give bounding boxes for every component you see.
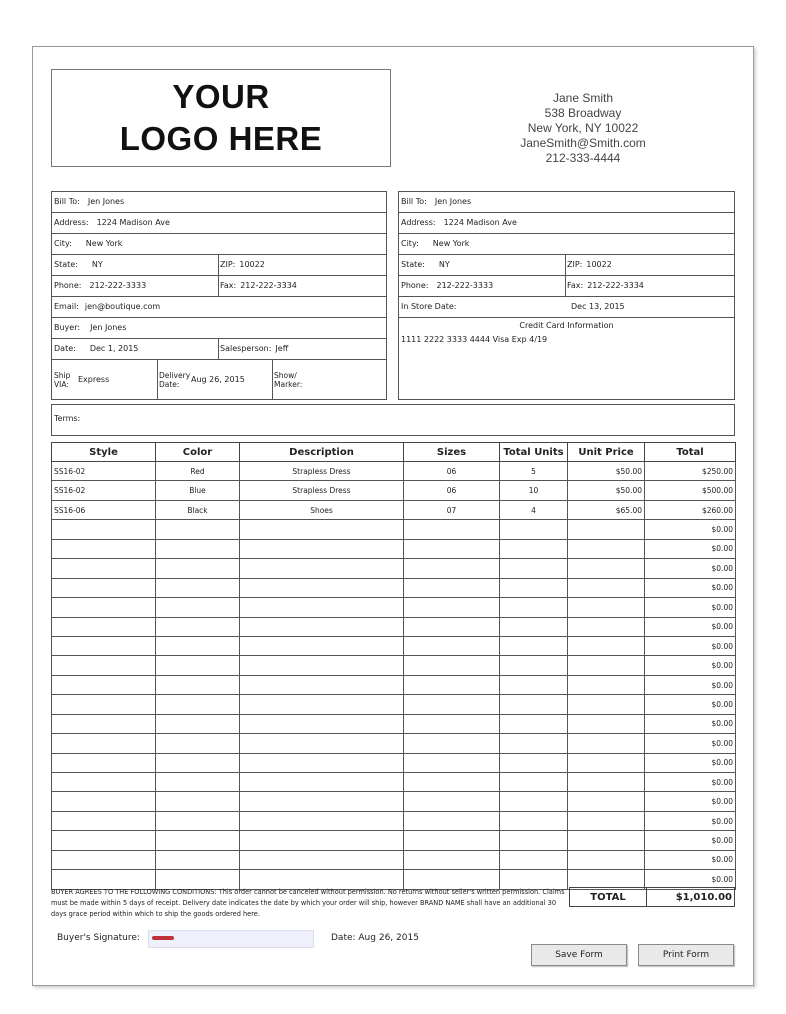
header-description: Description xyxy=(240,443,404,462)
ship-fax-field[interactable]: Fax: 212-222-3334 xyxy=(567,281,644,290)
style-cell[interactable] xyxy=(52,617,156,636)
table-row xyxy=(52,500,736,519)
sizes-cell[interactable] xyxy=(404,675,500,694)
total-cell: $0.00 xyxy=(645,578,736,597)
style-cell[interactable] xyxy=(52,753,156,772)
signature-date[interactable]: Date: Aug 26, 2015 xyxy=(331,933,419,943)
salesperson-field[interactable]: Salesperson: Jeff xyxy=(220,344,289,353)
description-cell[interactable] xyxy=(240,831,404,850)
sizes-cell[interactable] xyxy=(404,850,500,869)
color-cell[interactable] xyxy=(156,520,240,539)
zip-field[interactable]: ZIP: 10022 xyxy=(220,260,265,269)
total-cell: $0.00 xyxy=(645,850,736,869)
sizes-cell[interactable]: 06 xyxy=(404,462,500,481)
table-row xyxy=(52,734,736,753)
sizes-cell[interactable] xyxy=(404,831,500,850)
save-form-button[interactable]: Save Form xyxy=(531,944,627,966)
ship-phone-field[interactable]: Phone: 212-222-3333 xyxy=(401,281,494,290)
logo-line-1: YOUR xyxy=(172,78,270,115)
ship-state-zip-row xyxy=(399,255,734,276)
units-cell[interactable] xyxy=(500,636,568,655)
phone-fax-row xyxy=(52,276,386,297)
unit-price-cell[interactable]: $50.00 xyxy=(568,462,645,481)
table-row xyxy=(52,481,736,500)
units-cell[interactable] xyxy=(500,773,568,792)
description-cell[interactable] xyxy=(240,539,404,558)
contact-street: 538 Broadway xyxy=(544,106,622,120)
units-cell[interactable] xyxy=(500,695,568,714)
units-cell[interactable]: 5 xyxy=(500,462,568,481)
seller-contact xyxy=(313,71,723,181)
header-sizes: Sizes xyxy=(404,443,500,462)
description-cell[interactable] xyxy=(240,792,404,811)
units-cell[interactable] xyxy=(500,617,568,636)
address-value[interactable]: 1224 Madison Ave xyxy=(96,218,170,227)
header-total-units: Total Units xyxy=(500,443,568,462)
total-cell: $250.00 xyxy=(645,462,736,481)
ship-zip-field[interactable]: ZIP: 10022 xyxy=(567,260,612,269)
header-total: Total xyxy=(645,443,736,462)
header-style: Style xyxy=(52,443,156,462)
sizes-cell[interactable] xyxy=(404,636,500,655)
total-cell: $0.00 xyxy=(645,559,736,578)
total-cell: $0.00 xyxy=(645,714,736,733)
total-cell: $0.00 xyxy=(645,656,736,675)
units-cell[interactable] xyxy=(500,598,568,617)
sizes-cell[interactable] xyxy=(404,539,500,558)
style-cell[interactable] xyxy=(52,539,156,558)
print-form-button[interactable]: Print Form xyxy=(638,944,734,966)
ship-via-field[interactable]: Ship VIA: Express xyxy=(54,371,110,389)
logo-line-2: LOGO HERE xyxy=(119,120,323,157)
in-store-date-value[interactable]: Dec 13, 2015 xyxy=(571,302,625,311)
order-form-page xyxy=(32,46,754,986)
table-row xyxy=(52,695,736,714)
unit-price-cell[interactable] xyxy=(568,811,645,830)
description-cell[interactable] xyxy=(240,578,404,597)
unit-price-cell[interactable] xyxy=(568,850,645,869)
total-cell: $0.00 xyxy=(645,539,736,558)
units-cell[interactable] xyxy=(500,656,568,675)
table-row xyxy=(52,773,736,792)
phone-field[interactable]: Phone: 212-222-3333 xyxy=(54,281,147,290)
sizes-cell[interactable] xyxy=(404,773,500,792)
color-cell[interactable] xyxy=(156,811,240,830)
total-cell: $500.00 xyxy=(645,481,736,500)
color-cell[interactable]: Blue xyxy=(156,481,240,500)
sizes-cell[interactable] xyxy=(404,734,500,753)
description-cell[interactable]: Shoes xyxy=(240,500,404,519)
address-row[interactable]: Address: 1224 Madison Ave xyxy=(52,213,386,234)
ship-state-field[interactable]: State: NY xyxy=(401,260,450,269)
table-row xyxy=(52,578,736,597)
description-cell[interactable]: Strapless Dress xyxy=(240,462,404,481)
unit-price-cell[interactable] xyxy=(568,520,645,539)
description-cell[interactable] xyxy=(240,636,404,655)
description-cell[interactable] xyxy=(240,656,404,675)
table-row xyxy=(52,539,736,558)
city-row[interactable]: City: New York xyxy=(52,234,386,255)
ship-city-row[interactable]: City: New York xyxy=(399,234,734,255)
description-cell[interactable] xyxy=(240,695,404,714)
ship-address-row[interactable]: Address: 1224 Madison Ave xyxy=(399,213,734,234)
description-cell[interactable] xyxy=(240,714,404,733)
style-cell[interactable] xyxy=(52,773,156,792)
unit-price-cell[interactable] xyxy=(568,636,645,655)
unit-price-cell[interactable] xyxy=(568,656,645,675)
table-row xyxy=(52,636,736,655)
sizes-cell[interactable]: 07 xyxy=(404,500,500,519)
bill-to-value[interactable]: Jen Jones xyxy=(87,197,125,206)
units-cell[interactable] xyxy=(500,850,568,869)
style-cell[interactable] xyxy=(52,695,156,714)
style-cell[interactable] xyxy=(52,675,156,694)
unit-price-cell[interactable] xyxy=(568,753,645,772)
sizes-cell[interactable] xyxy=(404,753,500,772)
table-row xyxy=(52,559,736,578)
date-salesperson-row xyxy=(52,339,386,360)
table-row xyxy=(52,675,736,694)
description-cell[interactable] xyxy=(240,598,404,617)
color-cell[interactable] xyxy=(156,714,240,733)
unit-price-cell[interactable] xyxy=(568,714,645,733)
style-cell[interactable] xyxy=(52,831,156,850)
fax-field[interactable]: Fax: 212-222-3334 xyxy=(220,281,297,290)
color-cell[interactable] xyxy=(156,773,240,792)
units-cell[interactable] xyxy=(500,714,568,733)
color-cell[interactable] xyxy=(156,695,240,714)
unit-price-cell[interactable]: $50.00 xyxy=(568,481,645,500)
color-cell[interactable] xyxy=(156,598,240,617)
unit-price-cell[interactable] xyxy=(568,695,645,714)
color-cell[interactable] xyxy=(156,617,240,636)
description-cell[interactable] xyxy=(240,520,404,539)
header-color: Color xyxy=(156,443,240,462)
description-cell[interactable] xyxy=(240,811,404,830)
table-row xyxy=(52,811,736,830)
units-cell[interactable] xyxy=(500,792,568,811)
total-cell: $0.00 xyxy=(645,734,736,753)
unit-price-cell[interactable]: $65.00 xyxy=(568,500,645,519)
style-cell[interactable] xyxy=(52,714,156,733)
buyer-value[interactable]: Jen Jones xyxy=(90,323,127,332)
credit-card-info[interactable]: 1111 2222 3333 4444 Visa Exp 4/19 xyxy=(401,335,548,344)
color-cell[interactable]: Red xyxy=(156,462,240,481)
sizes-cell[interactable] xyxy=(404,792,500,811)
unit-price-cell[interactable] xyxy=(568,598,645,617)
contact-email: JaneSmith@Smith.com xyxy=(520,136,646,150)
units-cell[interactable] xyxy=(500,753,568,772)
contact-phone: 212-333-4444 xyxy=(545,151,621,165)
units-cell[interactable] xyxy=(500,520,568,539)
unit-price-cell[interactable] xyxy=(568,559,645,578)
color-cell[interactable] xyxy=(156,675,240,694)
description-cell[interactable] xyxy=(240,559,404,578)
total-cell: $0.00 xyxy=(645,773,736,792)
table-row xyxy=(52,753,736,772)
color-cell[interactable] xyxy=(156,636,240,655)
header-unit-price: Unit Price xyxy=(568,443,645,462)
style-cell[interactable]: SS16-02 xyxy=(52,462,156,481)
unit-price-cell[interactable] xyxy=(568,675,645,694)
sizes-cell[interactable] xyxy=(404,559,500,578)
total-cell: $0.00 xyxy=(645,792,736,811)
style-cell[interactable] xyxy=(52,656,156,675)
total-cell: $260.00 xyxy=(645,500,736,519)
style-cell[interactable] xyxy=(52,559,156,578)
in-store-date-row[interactable]: In Store Date: Dec 13, 2015 xyxy=(399,297,734,318)
grand-total-value: $1,010.00 xyxy=(646,887,735,907)
description-cell[interactable] xyxy=(240,675,404,694)
show-marker-field[interactable]: Show/ Marker: xyxy=(274,371,303,389)
bill-to-box-right xyxy=(398,191,735,400)
total-cell: $0.00 xyxy=(645,831,736,850)
color-cell[interactable] xyxy=(156,578,240,597)
sizes-cell[interactable] xyxy=(404,520,500,539)
units-cell[interactable] xyxy=(500,811,568,830)
description-cell[interactable]: Strapless Dress xyxy=(240,481,404,500)
total-cell: $0.00 xyxy=(645,870,736,889)
total-cell: $0.00 xyxy=(645,636,736,655)
style-cell[interactable] xyxy=(52,520,156,539)
state-zip-row xyxy=(52,255,386,276)
total-cell: $0.00 xyxy=(645,695,736,714)
color-cell[interactable] xyxy=(156,753,240,772)
terms-field[interactable]: Terms: xyxy=(51,404,735,436)
total-cell: $0.00 xyxy=(645,617,736,636)
unit-price-cell[interactable] xyxy=(568,617,645,636)
email-value[interactable]: jen@boutique.com xyxy=(84,302,161,311)
total-cell: $0.00 xyxy=(645,675,736,694)
description-cell[interactable] xyxy=(240,850,404,869)
unit-price-cell[interactable] xyxy=(568,792,645,811)
table-header-row xyxy=(52,443,736,462)
delivery-date-field[interactable]: Delivery Date: Aug 26, 2015 xyxy=(159,371,245,389)
color-cell[interactable] xyxy=(156,559,240,578)
sizes-cell[interactable] xyxy=(404,714,500,733)
unit-price-cell[interactable] xyxy=(568,578,645,597)
unit-price-cell[interactable] xyxy=(568,773,645,792)
table-row xyxy=(52,792,736,811)
units-cell[interactable] xyxy=(500,734,568,753)
color-cell[interactable]: Black xyxy=(156,500,240,519)
ship-delivery-row xyxy=(52,360,386,400)
total-cell: $0.00 xyxy=(645,520,736,539)
units-cell[interactable] xyxy=(500,578,568,597)
bill-to-row[interactable]: Bill To: Jen Jones xyxy=(52,192,386,213)
color-cell[interactable] xyxy=(156,656,240,675)
sizes-cell[interactable] xyxy=(404,598,500,617)
email-row[interactable]: Email: jen@boutique.com xyxy=(52,297,386,318)
total-cell: $0.00 xyxy=(645,753,736,772)
buyer-conditions: BUYER AGREES TO THE FOLLOWING CONDITIONS: This order cannot be canceled without permission. No returns without seller's written permission. Claims must be made within 5 days of receipt. Delivery date indicates the date by which your order will ship, however BRAND NAME shall have an additional 30 days grace period within which to ship the goods ordered here. xyxy=(51,888,565,918)
unit-price-cell[interactable] xyxy=(568,734,645,753)
signature-label: Buyer's Signature: xyxy=(57,933,140,943)
style-cell[interactable] xyxy=(52,636,156,655)
style-cell[interactable] xyxy=(52,734,156,753)
grand-total-label: TOTAL xyxy=(569,887,647,907)
ship-bill-to-row[interactable]: Bill To: Jen Jones xyxy=(399,192,734,213)
units-cell[interactable]: 10 xyxy=(500,481,568,500)
table-row xyxy=(52,850,736,869)
description-cell[interactable] xyxy=(240,734,404,753)
city-value[interactable]: New York xyxy=(85,239,123,248)
color-cell[interactable] xyxy=(156,831,240,850)
table-row xyxy=(52,656,736,675)
color-cell[interactable] xyxy=(156,734,240,753)
color-cell[interactable] xyxy=(156,850,240,869)
total-cell: $0.00 xyxy=(645,811,736,830)
description-cell[interactable] xyxy=(240,753,404,772)
total-cell: $0.00 xyxy=(645,598,736,617)
style-cell[interactable] xyxy=(52,578,156,597)
signature-flag-icon xyxy=(152,936,174,940)
units-cell[interactable]: 4 xyxy=(500,500,568,519)
credit-card-area[interactable] xyxy=(399,318,734,400)
state-field[interactable]: State: NY xyxy=(54,260,103,269)
table-row xyxy=(52,617,736,636)
style-cell[interactable] xyxy=(52,850,156,869)
credit-card-heading: Credit Card Information xyxy=(519,321,614,330)
color-cell[interactable] xyxy=(156,539,240,558)
style-cell[interactable] xyxy=(52,811,156,830)
units-cell[interactable] xyxy=(500,675,568,694)
date-field[interactable]: Date: Dec 1, 2015 xyxy=(54,344,139,353)
color-cell[interactable] xyxy=(156,792,240,811)
unit-price-cell[interactable] xyxy=(568,831,645,850)
buyer-row[interactable]: Buyer: Jen Jones xyxy=(52,318,386,339)
sizes-cell[interactable]: 06 xyxy=(404,481,500,500)
table-row xyxy=(52,598,736,617)
sizes-cell[interactable] xyxy=(404,695,500,714)
table-row xyxy=(52,714,736,733)
contact-city: New York, NY 10022 xyxy=(527,121,639,135)
signature-field[interactable] xyxy=(148,930,314,948)
sizes-cell[interactable] xyxy=(404,811,500,830)
unit-price-cell[interactable] xyxy=(568,539,645,558)
sizes-cell[interactable] xyxy=(404,617,500,636)
contact-name: Jane Smith xyxy=(552,91,614,105)
style-cell[interactable] xyxy=(52,598,156,617)
style-cell[interactable]: SS16-02 xyxy=(52,481,156,500)
units-cell[interactable] xyxy=(500,539,568,558)
ship-phone-fax-row xyxy=(399,276,734,297)
sizes-cell[interactable] xyxy=(404,578,500,597)
bill-to-box-left xyxy=(51,191,387,400)
style-cell[interactable]: SS16-06 xyxy=(52,500,156,519)
units-cell[interactable] xyxy=(500,559,568,578)
table-row xyxy=(52,520,736,539)
description-cell[interactable] xyxy=(240,617,404,636)
style-cell[interactable] xyxy=(52,792,156,811)
sizes-cell[interactable] xyxy=(404,656,500,675)
description-cell[interactable] xyxy=(240,773,404,792)
table-row xyxy=(52,831,736,850)
table-row xyxy=(52,462,736,481)
units-cell[interactable] xyxy=(500,831,568,850)
line-items-table xyxy=(51,442,736,890)
